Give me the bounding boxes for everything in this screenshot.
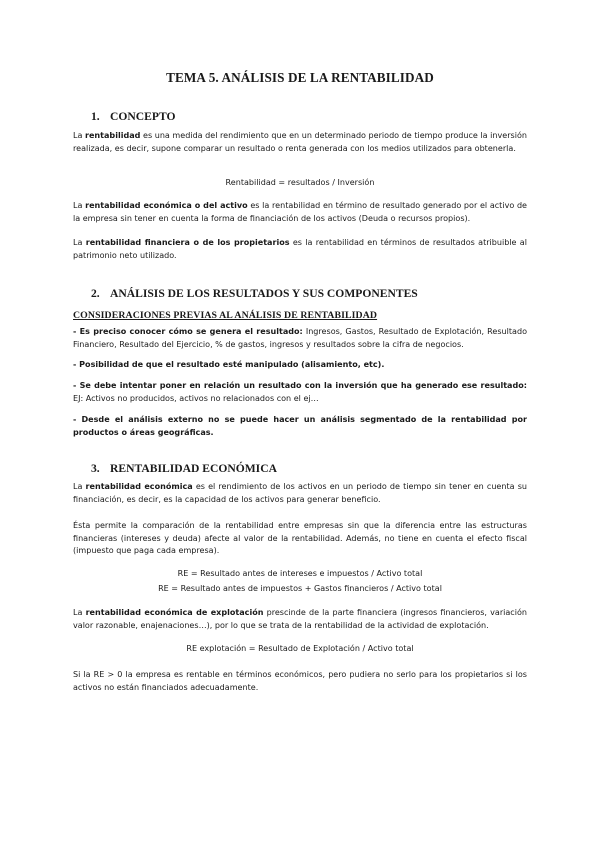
bullet-inversion xyxy=(73,380,527,405)
section-title: CONCEPTO xyxy=(110,110,176,123)
subsection-heading: CONSIDERACIONES PREVIAS AL ANÁLISIS DE RENTABILIDAD xyxy=(73,310,378,321)
section-2-heading xyxy=(91,287,418,300)
text: La xyxy=(73,608,86,617)
bullet-analisis-externo xyxy=(73,414,527,439)
text: es la rentabilidad en término de resultado generado por el activo de la empresa sin tener en cuenta la forma de financiación de los activos (Deuda o recursos propios). xyxy=(73,201,527,223)
paragraph-rentabilidad-economica xyxy=(73,200,527,225)
text: es la rentabilidad en términos de resultados atribuible al patrimonio neto utilizado. xyxy=(73,238,527,260)
paragraph-re-definition xyxy=(73,481,527,506)
text: es una medida del rendimiento que en un determinado periodo de tiempo produce la inversión realizada, es decir, supone comparar un resultado o renta generada con los medios utilizados para obtenerla. xyxy=(73,131,527,153)
bold-term: - Desde el análisis externo no se puede hacer un análisis segmentado de la rentabilidad por productos o áreas geográficas. xyxy=(73,415,527,437)
paragraph-re-comparison: Ésta permite la comparación de la rentabilidad entre empresas sin que la diferencia entre las estructuras financieras (intereses y deuda) afecte al valor de la rentabilidad. Además, no tiene en cuenta el efecto fiscal (impuesto que paga cada empresa). xyxy=(73,521,527,556)
bold-term: rentabilidad financiera o de los propietarios xyxy=(85,238,290,247)
paragraph-re-conclusion: Si la RE > 0 la empresa es rentable en términos económicos, pero pudiera no serlo para los propietarios si los activos no están financiados adecuadamente. xyxy=(73,670,527,692)
section-number: 3. xyxy=(91,462,100,475)
text: prescinde de la parte financiera (ingresos financieros, variación valor razonable, enajenaciones…), por lo que se trata de la rentabilidad de la actividad de explotación. xyxy=(73,608,527,630)
bullet-resultado xyxy=(73,326,527,351)
formula-re-explotacion: RE explotación = Resultado de Explotación / Activo total xyxy=(186,644,414,653)
bold-term: rentabilidad económica de explotación xyxy=(85,608,264,617)
bullet-manipulado xyxy=(73,359,527,372)
text: EJ: Activos no producidos, activos no relacionados con el ej… xyxy=(73,393,319,403)
bold-term: rentabilidad económica xyxy=(85,482,193,491)
text: La xyxy=(73,201,86,210)
bold-term: - Se debe intentar poner en relación un resultado con la inversión que ha generado ese resultado: xyxy=(73,381,527,390)
section-title: ANÁLISIS DE LOS RESULTADOS Y SUS COMPONENTES xyxy=(110,287,418,300)
paragraph-rentabilidad-definition xyxy=(73,130,527,155)
text: La xyxy=(73,238,86,247)
bold-term: - Posibilidad de que el resultado esté manipulado (alisamiento, etc). xyxy=(73,360,385,369)
bold-term: rentabilidad económica o del activo xyxy=(85,201,248,210)
formula-rentabilidad: Rentabilidad = resultados / Inversión xyxy=(225,178,375,187)
text: es el rendimiento de los activos en un periodo de tiempo sin tener en cuenta su financiación, es decir, es la capacidad de los activos para generar beneficio. xyxy=(73,482,527,504)
page-title: TEMA 5. ANÁLISIS DE LA RENTABILIDAD xyxy=(166,70,434,85)
paragraph-re-explotacion xyxy=(73,607,527,632)
section-number: 1. xyxy=(91,110,100,123)
text: Ingresos, Gastos, Resultado de Explotación, Resultado Financiero, Resultado del Ejercicio, % de gastos, ingresos y resultados sobre la cifra de negocios. xyxy=(73,327,527,349)
section-number: 2. xyxy=(91,287,100,300)
text: La xyxy=(73,482,86,491)
formula-re-2: RE = Resultado antes de impuestos + Gastos financieros / Activo total xyxy=(158,584,442,593)
section-3-heading xyxy=(91,462,277,475)
formula-re-1: RE = Resultado antes de intereses e impuestos / Activo total xyxy=(177,569,423,578)
text: La xyxy=(73,131,85,140)
section-title: RENTABILIDAD ECONÓMICA xyxy=(110,462,277,475)
paragraph-rentabilidad-financiera xyxy=(73,237,527,262)
section-1-heading xyxy=(91,110,176,123)
bold-term: rentabilidad xyxy=(85,131,141,140)
bold-term: - Es preciso conocer cómo se genera el resultado: xyxy=(73,327,303,336)
